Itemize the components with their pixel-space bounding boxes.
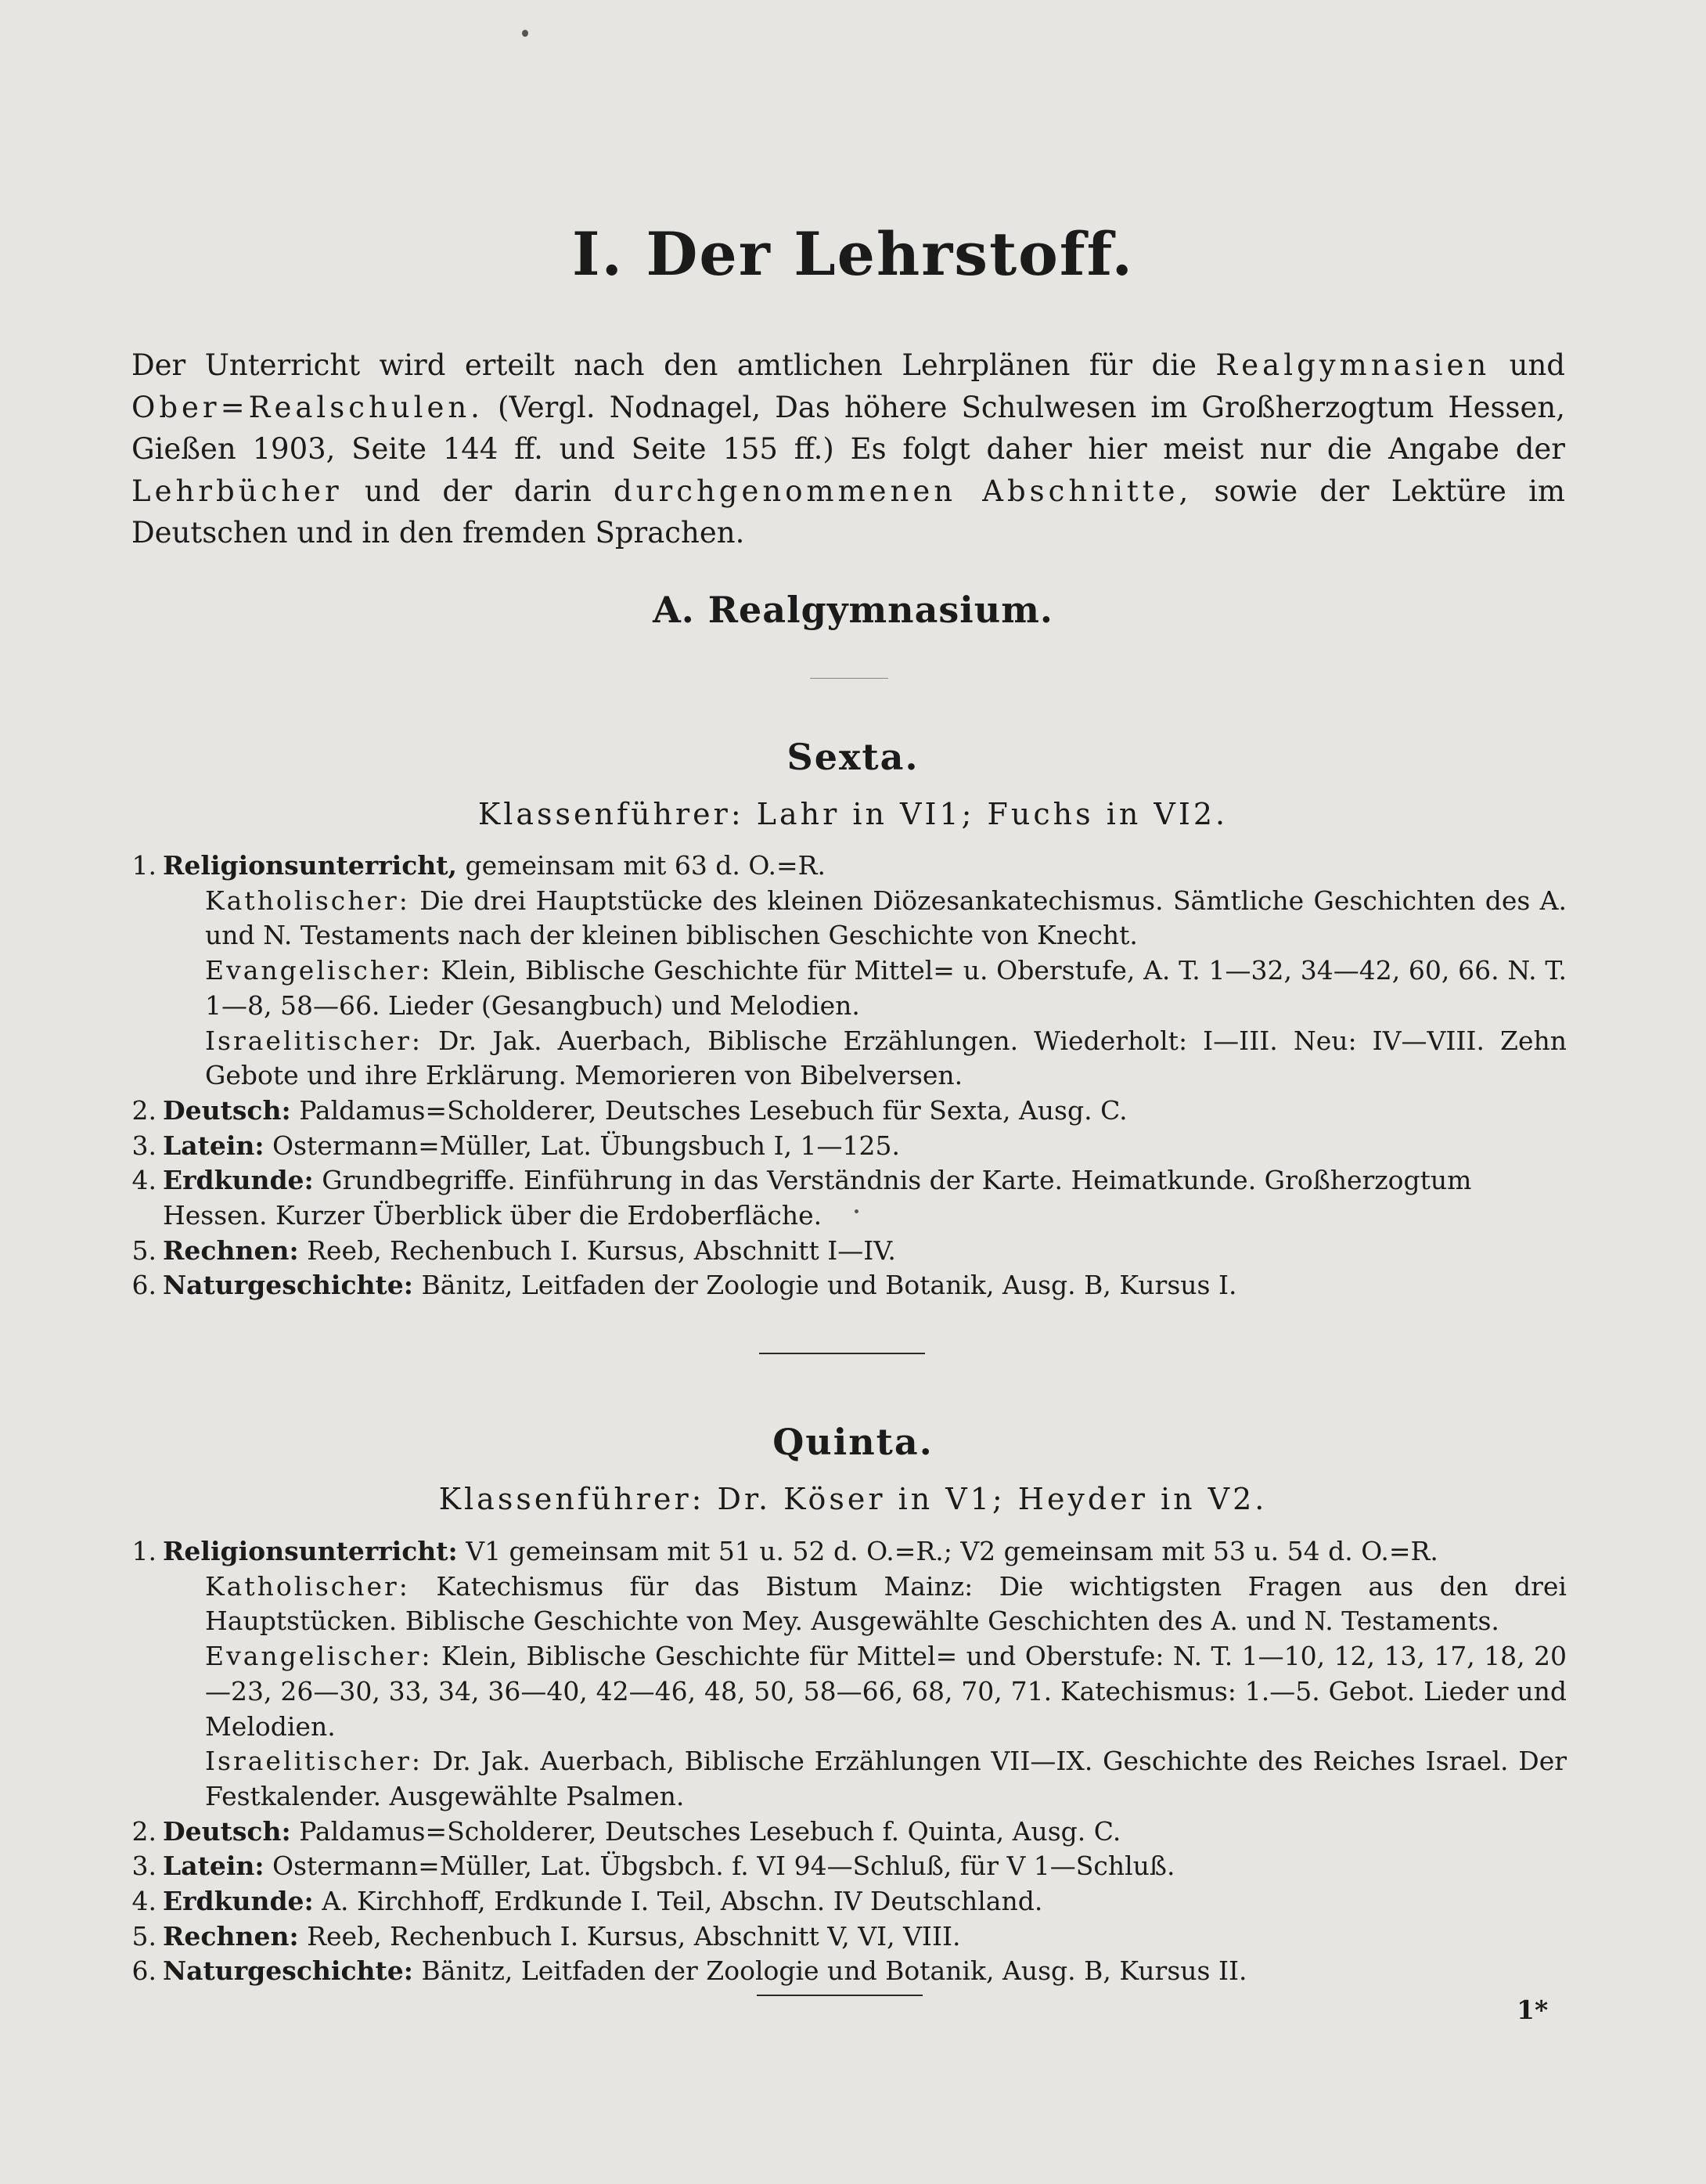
page-number: 1* [1517,1995,1549,2025]
divider [810,678,888,679]
list-item: 2. Deutsch: Paldamus=Scholderer, Deutsches Lesebuch f. Quinta, Ausg. C. [131,1815,1121,1847]
religion-sub-katholisch: Katholischer: Katechismus für das Bistum Mainz: Die wichtigsten Fragen aus den drei Hauptstücken. Biblische Geschichte von Mey. Ausgewählte Geschichten des A. und N. Testaments. [205,1570,1567,1637]
list-item: 4. Erdkunde: Grundbegriffe. Einführung in das Verständnis der Karte. Heimatkunde. Großherzogtum Hessen. Kurzer Überblick über die Erdoberfläche. [131,1165,1472,1231]
list-item: 2. Deutsch: Paldamus=Scholderer, Deutsches Lesebuch für Sexta, Ausg. C. [131,1094,1128,1126]
intro-paragraph: Der Unterricht wird erteilt nach den amtlichen Lehrplänen für die Realgymnasien und Ober=Realschulen. (Vergl. Nodnagel, Das höhere Schulwesen im Großherzogtum Hessen, Gießen 1903, Seite 144 ff. und Seite 155 ff.) Es folgt daher hier meist nur die Angabe der Lehrbücher und der darin durchgenommenen Abschnitte, sowie der Lektüre im Deutschen und in den fremden Sprachen. [131,348,1566,550]
class-heading-sexta: Sexta. [786,736,920,778]
list-item: 1. Religionsunterricht, gemeinsam mit 63 d. O.=R. [131,850,826,881]
quinta-subject-list [117,1534,1567,1989]
list-item: 5. Rechnen: Reeb, Rechenbuch I. Kursus, Abschnitt I—IV. [131,1234,896,1266]
sexta-subject-list [117,849,1567,1303]
section-heading-realgymnasium: A. Realgymnasium. [653,589,1053,631]
list-item: 6. Naturgeschichte: Bänitz, Leitfaden der Zoologie und Botanik, Ausg. B, Kursus I. [131,1270,1237,1301]
list-item: 5. Rechnen: Reeb, Rechenbuch I. Kursus, Abschnitt V, VI, VIII. [131,1920,961,1952]
divider [757,1995,923,1996]
religion-sub-evangelisch: Evangelischer: Klein, Biblische Geschichte für Mittel= und Oberstufe: N. T. 1—10, 12, 13, 17, 18, 20—23, 26—30, 33, 34, 36—40, 42—46, 48, 50, 58—66, 68, 70, 71. Katechismus: 1.—5. Gebot. Lieder und Melodien. [205,1641,1567,1742]
religion-sub-israelitisch: Israelitischer: Dr. Jak. Auerbach, Biblische Erzählungen VII—IX. Geschichte des Reiches Israel. Der Festkalender. Ausgewählte Psalmen. [205,1746,1567,1811]
list-item: 3. Latein: Ostermann=Müller, Lat. Übungsbuch I, 1—125. [131,1130,900,1161]
class-heading-quinta: Quinta. [772,1421,934,1463]
klassenfuehrer-quinta: Klassenführer: Dr. Köser in V1; Heyder in V2. [438,1482,1268,1516]
divider [759,1353,925,1354]
list-item: 3. Latein: Ostermann=Müller, Lat. Übgsbch. f. VI 94—Schluß, für V 1—Schluß. [131,1851,1175,1882]
page-title: I. Der Lehrstoff. [571,219,1135,289]
paper-speck [522,30,528,37]
list-item: 4. Erdkunde: A. Kirchhoff, Erdkunde I. Teil, Abschn. IV Deutschland. [131,1886,1043,1917]
klassenfuehrer-sexta: Klassenführer: Lahr in VI1; Fuchs in VI2. [477,797,1229,831]
religion-sub-katholisch: Katholischer: Die drei Hauptstücke des kleinen Diözesankatechismus. Sämtliche Geschichten des A. und N. Testaments nach der kleinen biblischen Geschichte von Knecht. [205,885,1567,951]
religion-sub-evangelisch: Evangelischer: Klein, Biblische Geschichte für Mittel= u. Oberstufe, A. T. 1—32, 34—42, 60, 66. N. T. 1—8, 58—66. Lieder (Gesangbuch) und Melodien. [205,955,1567,1021]
list-item: 6. Naturgeschichte: Bänitz, Leitfaden der Zoologie und Botanik, Ausg. B, Kursus II. [131,1955,1247,1987]
religion-sub-israelitisch: Israelitischer: Dr. Jak. Auerbach, Biblische Erzählungen. Wiederholt: I—III. Neu: IV—VIII. Zehn Gebote und ihre Erklärung. Memorieren von Bibelversen. [205,1025,1567,1091]
list-item: 1. Religionsunterricht: V1 gemeinsam mit 51 u. 52 d. O.=R.; V2 gemeinsam mit 53 u. 54 d. O.=R. [131,1536,1438,1566]
